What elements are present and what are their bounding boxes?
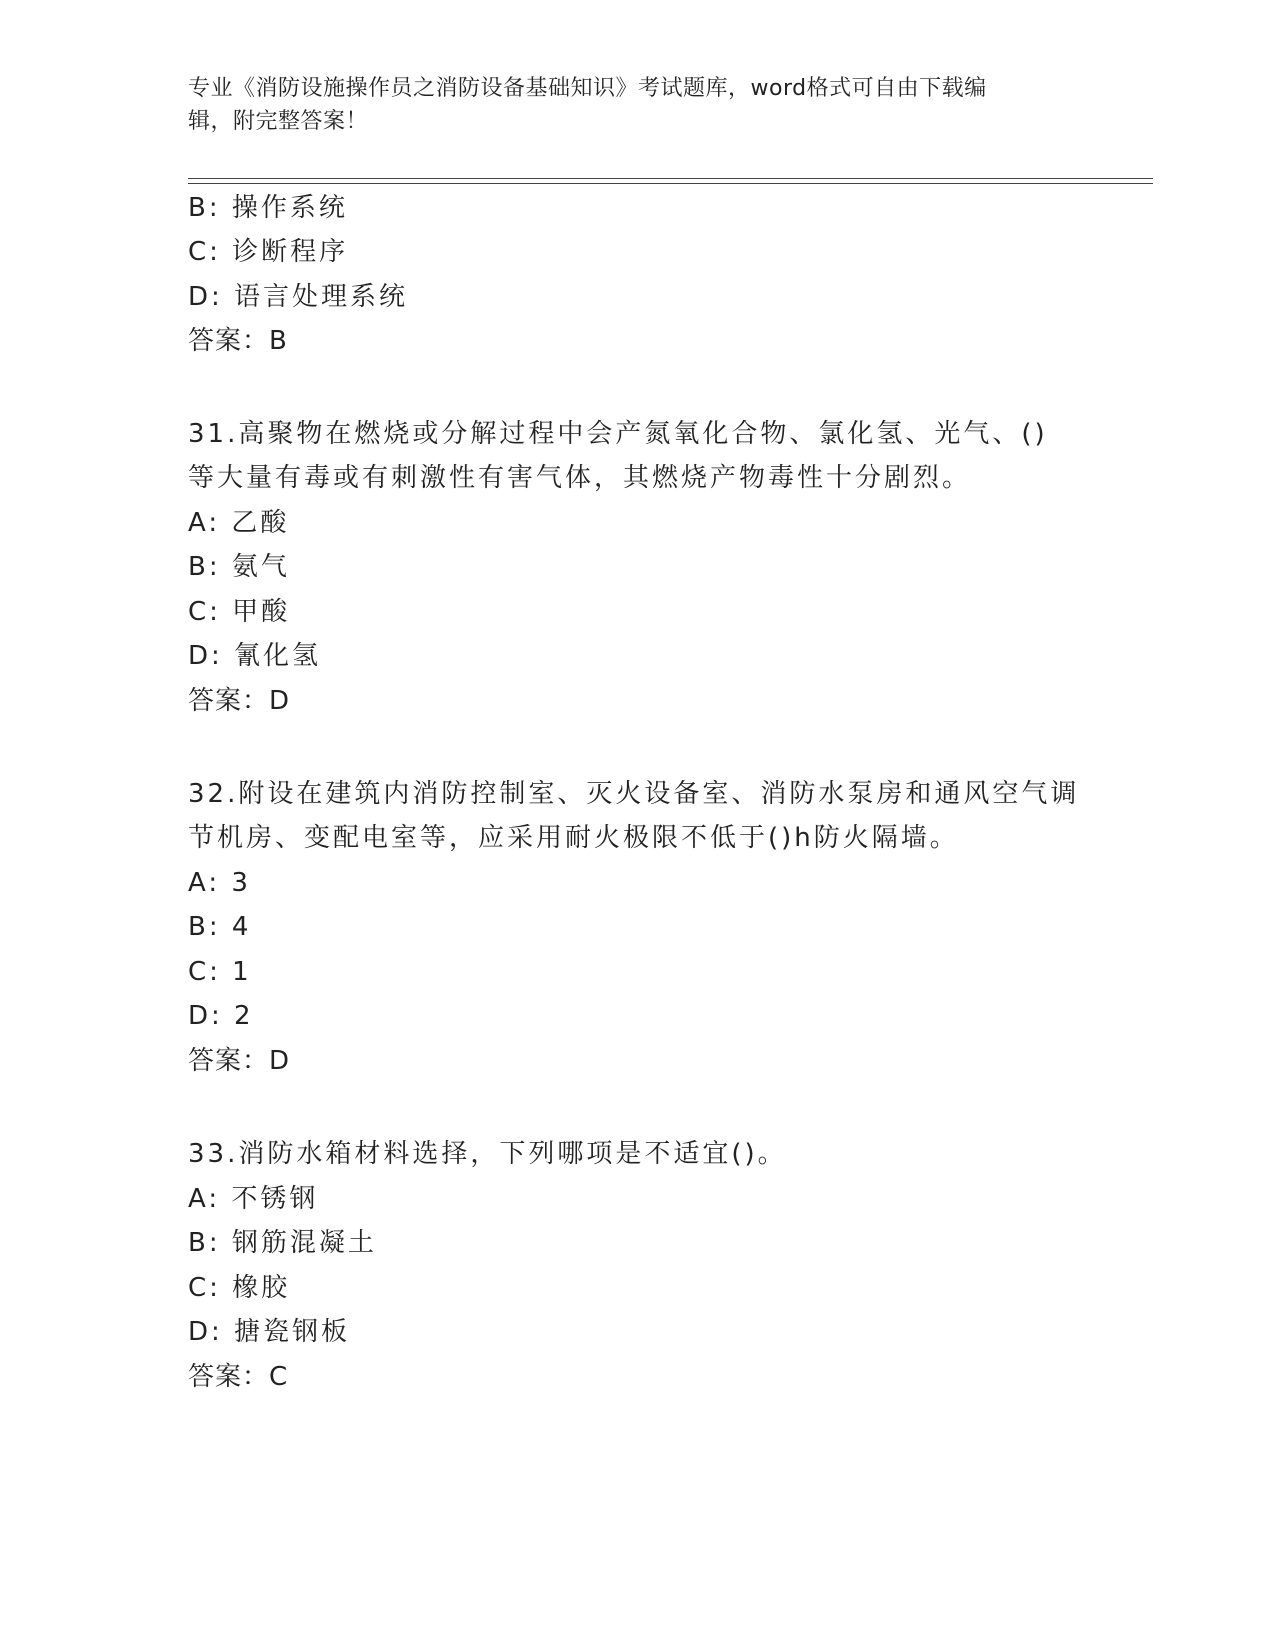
option-c: C: 1 <box>188 957 252 987</box>
question-stem-line: 31.高聚物在燃烧或分解过程中会产氮氧化合物、氯化氢、光气、() <box>188 419 1048 449</box>
option-a: A: 乙酸 <box>188 508 290 538</box>
option-c: C: 诊断程序 <box>188 237 349 267</box>
option-a: A: 3 <box>188 868 251 898</box>
header-divider-top <box>188 178 1153 179</box>
option-b: B: 操作系统 <box>188 193 348 223</box>
option-d: D: 2 <box>188 1001 254 1031</box>
question-stem-line: 等大量有毒或有刺激性有害气体，其燃烧产物毒性十分剧烈。 <box>188 463 972 493</box>
header-line-2: 辑，附完整答案！ <box>188 109 369 134</box>
option-a: A: 不锈钢 <box>188 1184 319 1214</box>
option-d: D: 氰化氢 <box>188 641 322 671</box>
answer: 答案：B <box>188 326 288 356</box>
header-divider-bottom <box>188 183 1153 184</box>
option-b: B: 氨气 <box>188 552 290 582</box>
question-stem-line: 33.消防水箱材料选择，下列哪项是不适宜()。 <box>188 1139 787 1169</box>
option-b: B: 4 <box>188 912 252 942</box>
option-b: B: 钢筋混凝土 <box>188 1228 377 1258</box>
header-line-1: 专业《消防设施操作员之消防设备基础知识》考试题库，word格式可自由下载编 <box>188 76 987 101</box>
document-header <box>188 72 1088 138</box>
option-d: D: 搪瓷钢板 <box>188 1317 351 1347</box>
option-d: D: 语言处理系统 <box>188 282 409 312</box>
question-stem-line: 32.附设在建筑内消防控制室、灭火设备室、消防水泵房和通风空气调 <box>188 779 1080 809</box>
option-c: C: 橡胶 <box>188 1273 291 1303</box>
answer: 答案：C <box>188 1362 289 1392</box>
answer: 答案：D <box>188 1046 291 1076</box>
question-stem-line: 节机房、变配电室等，应采用耐火极限不低于()h防火隔墙。 <box>188 823 959 853</box>
option-c: C: 甲酸 <box>188 597 291 627</box>
answer: 答案：D <box>188 686 291 716</box>
